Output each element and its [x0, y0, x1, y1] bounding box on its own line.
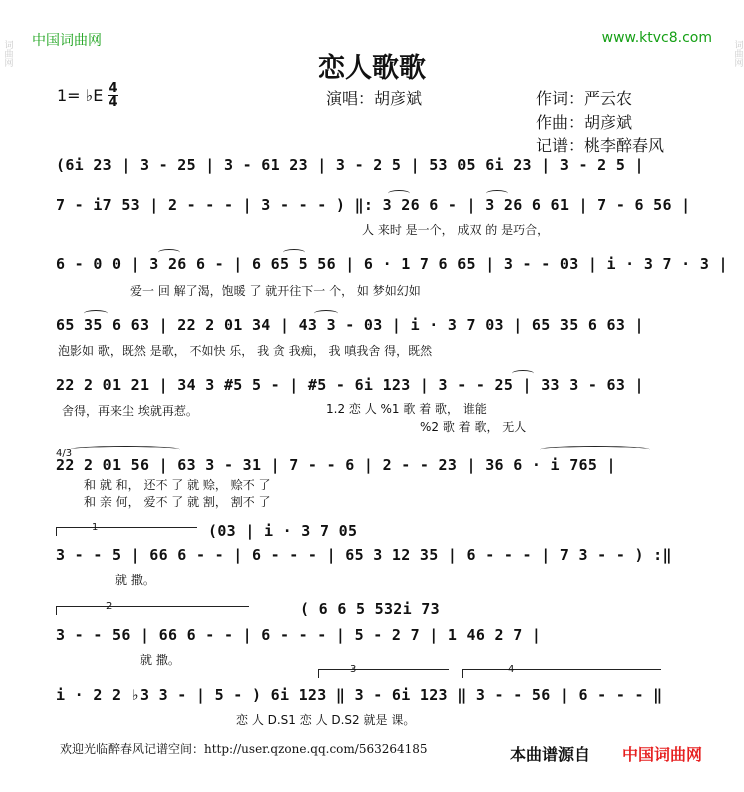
volta-label-2: 2: [106, 601, 113, 612]
source-site: 中国词曲网: [622, 745, 703, 764]
meter-bottom: 4: [108, 95, 118, 110]
key-signature: 1= ♭E: [57, 86, 104, 105]
score-row-4: 65 35 6 63 | 22 2 01 34 | 43 3 - 03 | i · 3 7 03 | 65 35 6 63 |: [56, 316, 644, 334]
score-row-8-intro: ( 6 6 5 532i 73: [300, 600, 440, 618]
volta-label-3: 3: [350, 664, 357, 675]
slur: [314, 310, 338, 317]
side-watermark-text: 词曲网: [2, 40, 13, 67]
lyrics-row-2: 人 来时 是一个， 成双 的 是巧合，: [362, 223, 550, 237]
score-row-7: 3 - - 5 | 66 6 - - | 6 - - - | 65 3 12 35 | 6 - - - | 7 3 - - ) :‖: [56, 546, 672, 564]
volta-bracket-2: [56, 606, 249, 615]
singer-credit: 演唱：胡彦斌: [326, 89, 423, 108]
lyrics-row-7: 就 撒。: [115, 573, 155, 587]
source-label: 本曲谱源自: [510, 745, 591, 764]
score-row-1: (6i 23 | 3 - 25 | 3 - 61 23 | 3 - 2 5 | 53 05 6i 23 | 3 - 2 5 |: [56, 156, 644, 174]
score-row-2: 7 - i7 53 | 2 - - - | 3 - - - ) ‖: 3 26 6 - | 3 26 6 61 | 7 - 6 56 |: [56, 196, 691, 214]
score-row-8: 3 - - 56 | 66 6 - - | 6 - - - | 5 - 2 7 | 1 46 2 7 |: [56, 626, 542, 644]
side-watermark-right: [730, 0, 744, 792]
lyrics-row-8: 就 撒。: [140, 653, 180, 667]
lyrics-row-6a: 和 就 和， 还不 了 就 赊， 赊不 了: [84, 478, 271, 492]
volta-bracket-1: [56, 527, 197, 536]
volta-bracket-4: [462, 669, 661, 678]
lyrics-row-6b: 和 亲 何， 爱不 了 就 割， 割不 了: [84, 495, 271, 509]
prefix-mark: 4/3: [56, 448, 73, 459]
tie: [540, 446, 650, 453]
meter-top: 4: [108, 81, 118, 96]
score-row-6: 22 2 01 56 | 63 3 - 31 | 7 - - 6 | 2 - - 23 | 36 6 · i 765 |: [56, 456, 616, 474]
lyrics-row-5: 舍得，再来尘 埃就再惹。: [62, 404, 198, 418]
lyrics-verse-2: %2 歌 着 歌， 无人: [420, 420, 527, 434]
volta-label-4: 4: [508, 664, 515, 675]
transcriber-credit: 记谱：桃李醉春风: [536, 136, 665, 155]
lyrics-row-3: 爱一 回 解了渴，饱暖 了 就开往下一 个， 如 梦如幻如: [130, 284, 421, 298]
lyrics-row-4: 泡影如 歌，既然 是歌， 不如快 乐， 我 贪 我痴， 我 嗔我舍 得，既然: [58, 344, 433, 358]
slur: [158, 249, 180, 256]
lyricist-credit: 作词：严云农: [536, 89, 633, 108]
score-row-7-intro: (03 | i · 3 7 05: [208, 522, 358, 540]
side-watermark-text: 词曲网: [732, 40, 743, 67]
time-signature: [108, 82, 118, 109]
song-title: 恋人歌歌: [318, 53, 426, 84]
side-watermark-left: [0, 0, 14, 792]
slur: [388, 190, 410, 197]
site-name-left: 中国词曲网: [32, 33, 102, 49]
score-row-3: 6 - 0 0 | 3 26 6 - | 6 65 5 56 | 6 · 1 7 6 65 | 3 - - 03 | i · 3 7 · 3 |: [56, 255, 728, 273]
slur: [512, 370, 534, 377]
score-row-9: i · 2 2 ♭3 3 - | 5 - ) 6i 123 ‖ 3 - 6i 123 ‖ 3 - - 56 | 6 - - - ‖: [56, 686, 663, 704]
slur: [283, 249, 305, 256]
slur: [486, 190, 508, 197]
tie: [70, 446, 180, 453]
footer-visit-text: 欢迎光临醉春风记谱空间：http://user.qzone.qq.com/563264185: [60, 742, 428, 756]
volta-bracket-3: [318, 669, 449, 678]
lyrics-row-9: 恋 人 D.S1 恋 人 D.S2 就是 课。: [236, 713, 416, 727]
site-url-right: www.ktvc8.com: [601, 30, 712, 46]
score-row-5: 22 2 01 21 | 34 3 #5 5 - | #5 - 6i 123 | 3 - - 25 | 33 3 - 63 |: [56, 376, 644, 394]
lyrics-verse-1: 1.2 恋 人 %1 歌 着 歌， 谁能: [326, 402, 487, 416]
volta-label-1: 1: [92, 522, 99, 533]
composer-credit: 作曲：胡彦斌: [536, 113, 633, 132]
slur: [84, 310, 108, 317]
